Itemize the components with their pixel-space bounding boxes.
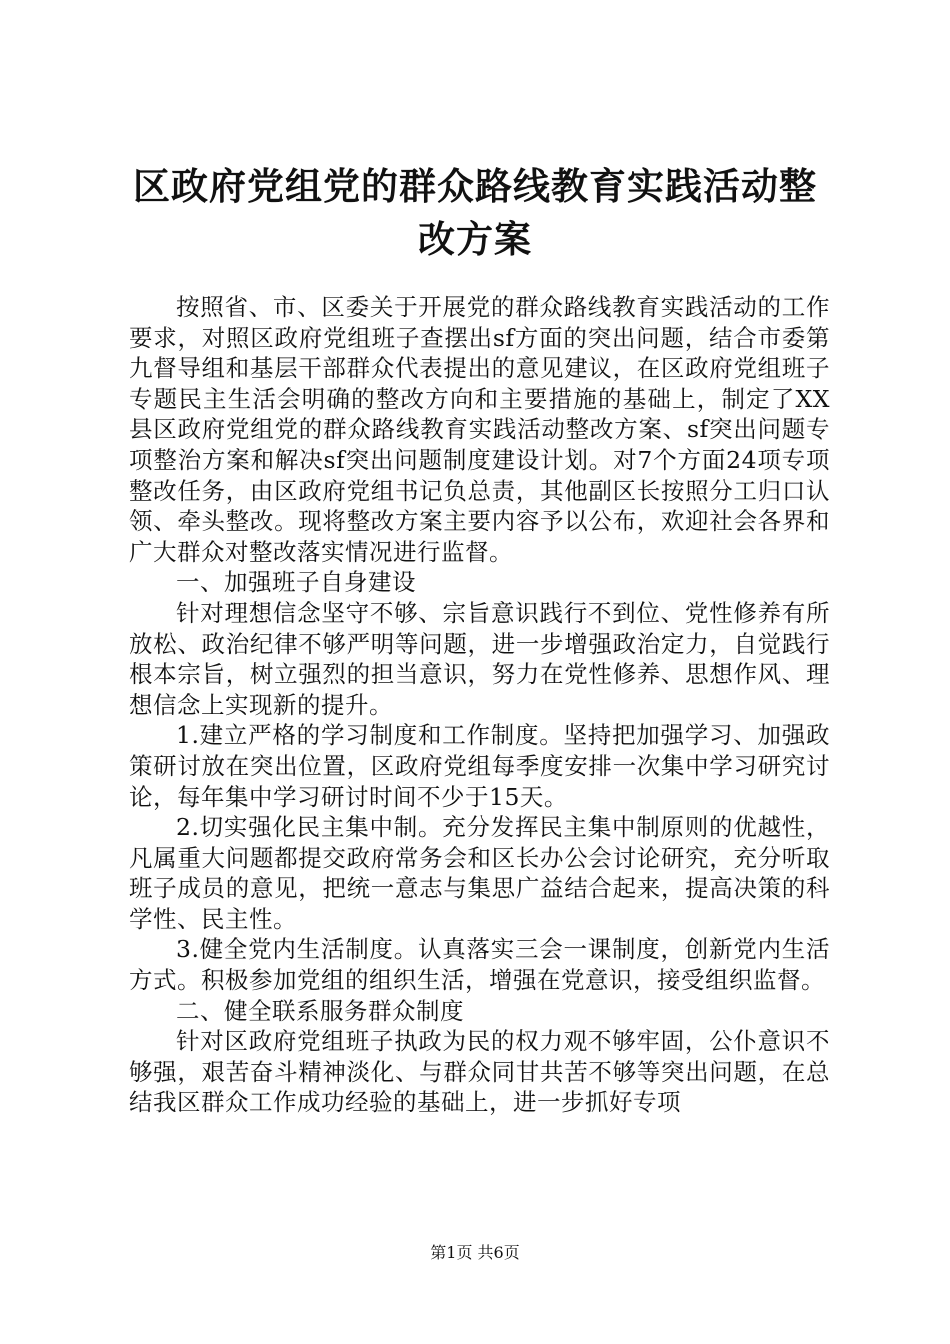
list-item-1: 1.建立严格的学习制度和工作制度。坚持把加强学习、加强政策研讨放在突出位置，区政府党组每季度安排一次集中学习研究讨论，每年集中学习研讨时间不少于15天。 xyxy=(129,721,830,811)
body-paragraph: 针对区政府党组班子执政为民的权力观不够牢固，公仆意识不够强，艰苦奋斗精神淡化、与群众同甘共苦不够等突出问题，在总结我区群众工作成功经验的基础上，进一步抓好专项 xyxy=(129,1027,830,1117)
document-body xyxy=(129,292,830,1118)
intro-paragraph: 按照省、市、区委关于开展党的群众路线教育实践活动的工作要求，对照区政府党组班子查摆出sf方面的突出问题，结合市委第九督导组和基层干部群众代表提出的意见建议，在区政府党组班子专题民主生活会明确的整改方向和主要措施的基础上，制定了XX县区政府党组党的群众路线教育实践活动整改方案、sf突出问题专项整治方案和解决sf突出问题制度建设计划。对7个方面24项专项整改任务，由区政府党组书记负总责，其他副区长按照分工归口认领、牵头整改。现将整改方案主要内容予以公布，欢迎社会各界和广大群众对整改落实情况进行监督。 xyxy=(129,293,830,566)
list-item-2: 2.切实强化民主集中制。充分发挥民主集中制原则的优越性，凡属重大问题都提交政府常务会和区长办公会讨论研究，充分听取班子成员的意见，把统一意志与集思广益结合起来，提高决策的科学性、民主性。 xyxy=(129,813,830,933)
document-title: 区政府党组党的群众路线教育实践活动整改方案 xyxy=(133,164,817,261)
section-heading-2: 二、健全联系服务群众制度 xyxy=(176,996,464,1025)
body-paragraph: 针对理想信念坚守不够、宗旨意识践行不到位、党性修养有所放松、政治纪律不够严明等问题，进一步增强政治定力，自觉践行根本宗旨，树立强烈的担当意识，努力在党性修养、思想作风、理想信念上实现新的提升。 xyxy=(129,598,830,719)
section-heading-1: 一、加强班子自身建设 xyxy=(176,568,416,597)
list-item-3: 3.健全党内生活制度。认真落实三会一课制度，创新党内生活方式。积极参加党组的组织生活，增强在党意识，接受组织监督。 xyxy=(129,935,830,995)
page-number-footer: 第1页 共6页 xyxy=(430,1243,520,1262)
